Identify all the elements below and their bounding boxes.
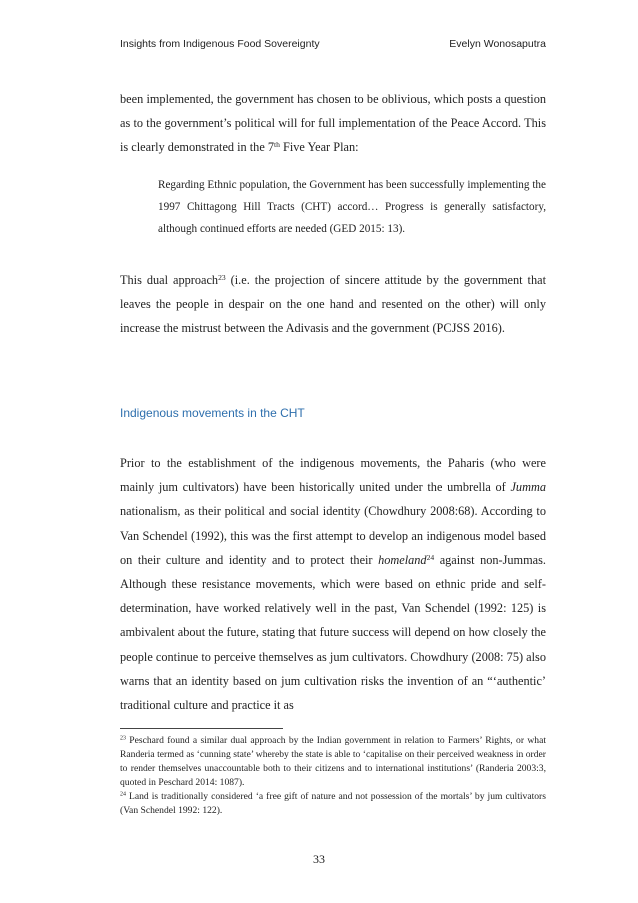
header-author: Evelyn Wonosaputra [449, 38, 546, 50]
footnotes [120, 734, 546, 817]
italic-homeland: homeland [378, 552, 427, 567]
header-title: Insights from Indigenous Food Sovereignty [120, 38, 320, 50]
paragraph-3-text-1: Prior to the establishment of the indigenous movements, the Paharis (who were mainly jum cultivators) have been historically united under the umbrella of [120, 456, 546, 495]
paragraph-3-text-2: nationalism, as their political and social identity (Chowdhury 2008:68). According to Van Schendel (1992), this was the first attempt to develop an indigenous model based on their culture and identity and to protect their [120, 504, 546, 567]
paragraph-3 [120, 451, 546, 717]
superscript-th: th [274, 140, 280, 150]
footnote-ref-23[interactable]: 23 [218, 272, 226, 282]
block-quote: Regarding Ethnic population, the Government has been successfully implementing the 1997 Chittagong Hill Tracts (CHT) accord… Progress is generally satisfactory, although continued efforts are needed (GED 2015: 13). [158, 179, 546, 235]
paragraph-1-text-end: Five Year Plan: [279, 140, 359, 155]
paragraph-1 [120, 87, 546, 160]
paragraph-3-text-3: against non-Jummas. Although these resistance movements, which were based on ethnic pride and self-determination, have worked relatively well in the past, Van Schendel (1992: 125) is ambivalent about the future, stating that future success will depend on how closely the people continue to perceive themselves as jum cultivators. Chowdhury (2008: 75) also warns that an identity based on jum cultivation risks the invention of an “‘authentic’ traditional culture and practice it as [120, 552, 546, 713]
running-header [120, 38, 546, 50]
footnote-23 [120, 734, 546, 790]
footnote-number: 23 [120, 735, 126, 742]
footnote-text: Land is traditionally considered ‘a free gift of nature and not possession of the mortals’ by jum cultivators (Van Schendel 1992: 122). [120, 790, 546, 816]
footnote-ref-24[interactable]: 24 [426, 552, 435, 562]
italic-jumma: Jumma [510, 480, 546, 495]
page-number: 33 [313, 852, 325, 866]
paragraph-2-text: This dual approach [120, 273, 219, 287]
footnote-24 [120, 790, 546, 818]
footnote-divider [120, 728, 283, 729]
paragraph-1-text: been implemented, the government has chosen to be oblivious, which posts a question as to the government’s political will for full implementation of the Peace Accord. This is clearly demonstrated in the 7 [120, 92, 546, 155]
footnote-number: 24 [120, 791, 126, 798]
paragraph-2 [120, 268, 546, 341]
paragraph-2-text-end: (i.e. the projection of sincere attitude by the government that leaves the people in despair on the one hand and resented on the other) will only increase the mistrust between the Adivasis and the government (PCJSS 2016). [120, 273, 546, 336]
footnote-text: Peschard found a similar dual approach by the Indian government in relation to Farmers’ Rights, or what Randeria termed as ‘cunning state’ whereby the state is able to ‘capitalise on their perceived weakness in order to render themselves unaccountable both to their citizens and to international institutions’ (Randeria 2003:3, quoted in Peschard 2014: 1087). [120, 735, 546, 788]
section-heading: Indigenous movements in the CHT [120, 406, 305, 420]
